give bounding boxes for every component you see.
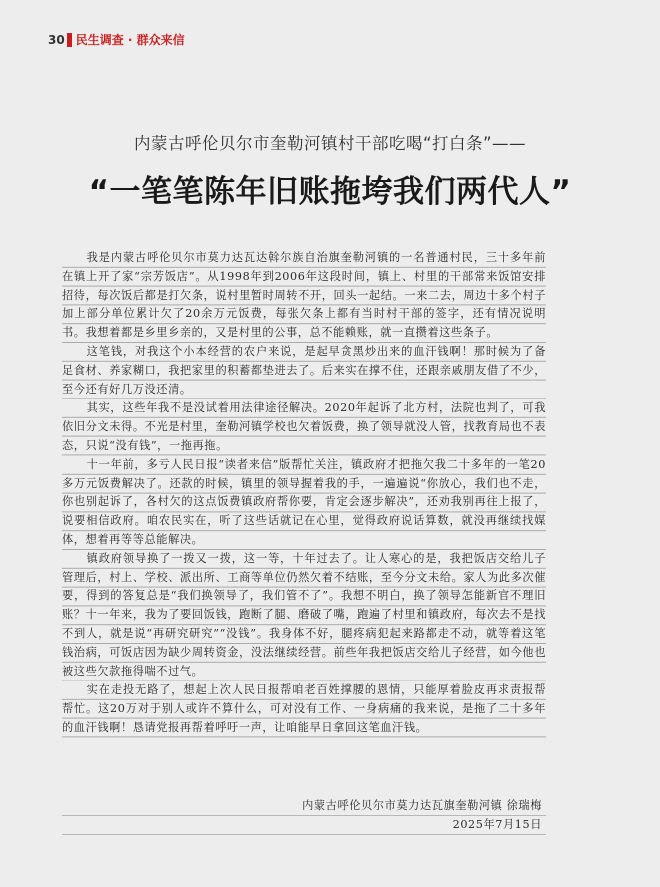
signature-block [62,797,546,835]
paragraph: 十一年前，多亏人民日报“读者来信”版帮忙关注，镇政府才把拖欠我二十多年的一笔20多万元饭费解决了。还款的时候，镇里的领导握着我的手，一遍遍说“你放心，我们也不走，你也别起诉了，各村欠的这点饭费镇政府帮你要，肯定会逐步解决”，还劝我别再往上报了，说要相信政府。咱农民实在，听了这些话就记在心里，觉得政府说话算数，就没再继续找媒体，想着再等等总能解决。 [62,456,546,550]
paragraph: 实在走投无路了，想起上次人民日报帮咱老百姓撑腰的恩情，只能厚着脸皮再求责报帮帮忙。这20万对于别人或许不算什么，可对没有工作、一身病痛的我来说，是拖了二十多年的血汗钱啊！恳请党报再帮着呼吁一声，让咱能早日拿回这笔血汗钱。 [62,681,546,737]
article-title: “一笔笔陈年旧账拖垮我们两代人” [88,174,572,210]
article-subtitle: 内蒙古呼伦贝尔市奎勒河镇村干部吃喝“打白条”—— [133,134,527,153]
signature-date: 2025年7月15日 [62,816,546,835]
signature-author: 内蒙古呼伦贝尔市莫力达瓦旗奎勒河镇 徐瑞梅 [62,797,546,816]
section-marker [67,33,72,47]
page-number: 30 [48,32,65,47]
paragraph: 其实，这些年我不是没试着用法律途径解决。2020年起诉了北方村，法院也判了，可我依旧分文未得。不光是村里，奎勒河镇学校也欠着饭费，换了领导就没人管，找教育局也不表态，只说“没有钱”，一拖再拖。 [62,399,546,455]
section-title: 民生调查 · 群众来信 [75,33,185,47]
paragraph: 这笔钱，对我这个小本经营的农户来说，是起早贪黑炒出来的血汗钱啊！那时候为了备足食材、养家糊口，我把家里的积蓄都垫进去了。后来实在撑不住，还跟亲戚朋友借了不少，至今还有好几万没还清。 [62,343,546,399]
page-header [48,31,185,48]
article-body [62,249,546,738]
paragraph: 镇政府领导换了一拨又一拨，这一等，十年过去了。让人寒心的是，我把饭店交给儿子管理后，村上、学校、派出所、工商等单位仍然欠着不结账，至今分文未给。家人为此多次催要，得到的答复总是“我们换领导了，我们管不了”。我想不明白，换了领导怎能新官不理旧账？十一年来，我为了要回饭钱，跑断了腿、磨破了嘴，跑遍了村里和镇政府，每次去不是找不到人，就是说“再研究研究”“没钱”。我身体不好，腿疼病犯起来路都走不动，就等着这笔钱治病，可饭店因为缺少周转资金，没法继续经营。前些年我把饭店交给儿子经营，如今他也被这些欠款拖得喘不过气。 [62,550,546,682]
paragraph: 我是内蒙古呼伦贝尔市莫力达瓦达斡尔族自治旗奎勒河镇的一名普通村民，三十多年前在镇上开了家“宗芳饭店”。从1998年到2006年这段时间，镇上、村里的干部常来饭馆安排招待，每次饭后都是打欠条，说村里暂时周转不开，回头一起结。一来二去，周边十多个村子加上部分单位累计欠了20余万元饭费，每张欠条上都有当时村干部的签字，还有情况说明书。我想着都是乡里乡亲的，又是村里的公事，总不能赖账，就一直攒着这些条子。 [62,249,546,343]
